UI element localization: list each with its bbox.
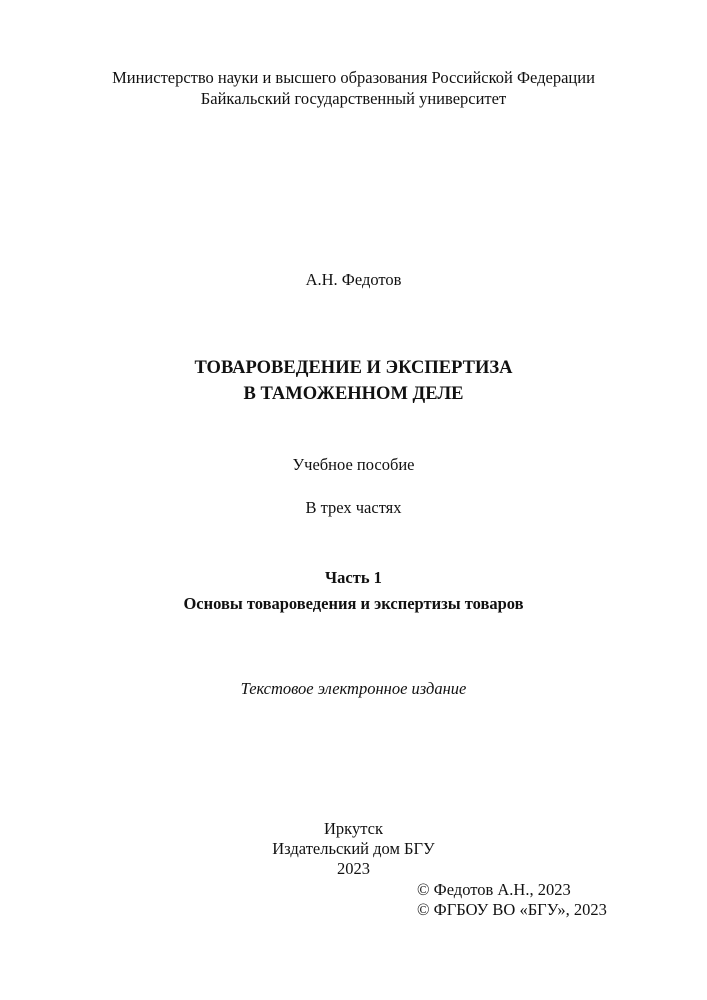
volumes-note: В трех частях <box>305 498 402 517</box>
book-title-line-2: В ТАМОЖЕННОМ ДЕЛЕ <box>243 384 464 404</box>
university-line: Байкальский государственный университет <box>200 89 507 108</box>
edition-note: Текстовое электронное издание <box>240 679 467 698</box>
book-title-line-1: ТОВАРОВЕДЕНИЕ И ЭКСПЕРТИЗА <box>194 358 513 378</box>
document-type: Учебное пособие <box>292 455 415 474</box>
part-number: Часть 1 <box>325 568 382 587</box>
part-name: Основы товароведения и экспертизы товаров <box>183 594 524 613</box>
imprint-city: Иркутск <box>324 819 383 838</box>
ministry-line: Министерство науки и высшего образования Российской Федерации <box>112 68 595 87</box>
author-name: А.Н. Федотов <box>305 270 402 289</box>
imprint-year: 2023 <box>337 859 370 878</box>
copyright-author: © Федотов А.Н., 2023 <box>417 880 571 899</box>
copyright-university: © ФГБОУ ВО «БГУ», 2023 <box>417 900 607 919</box>
imprint-publisher: Издательский дом БГУ <box>272 839 435 858</box>
